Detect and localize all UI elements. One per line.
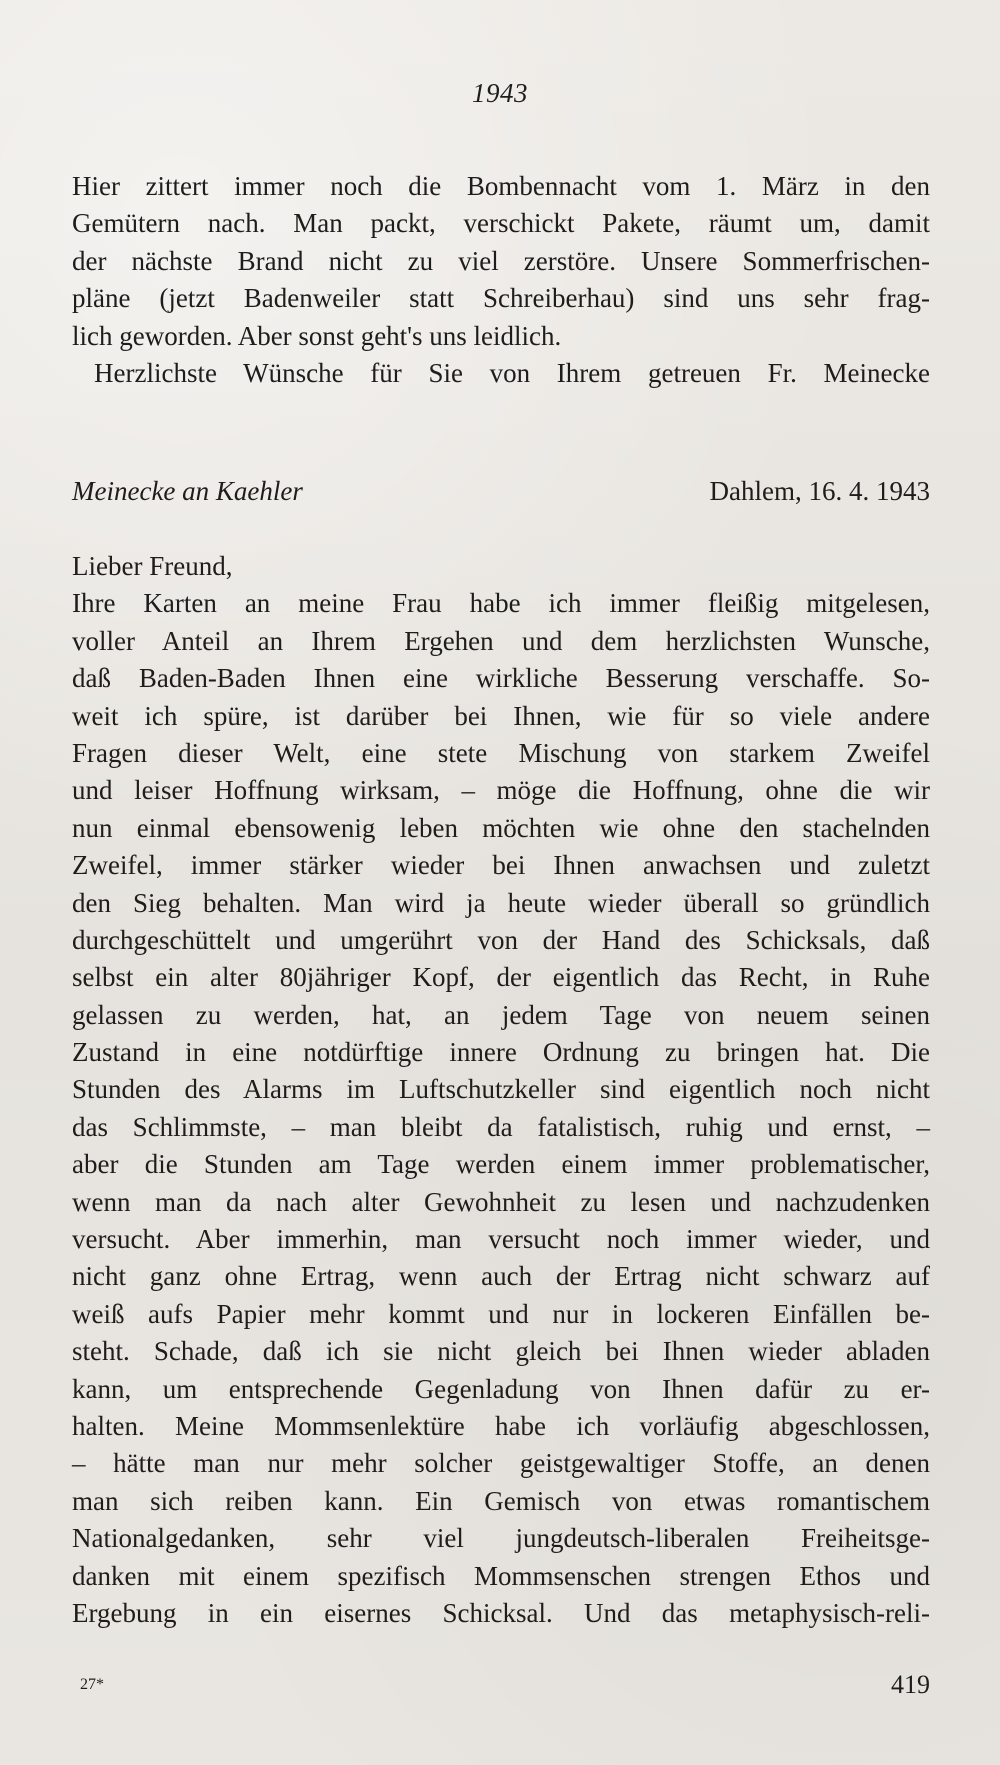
letter-heading [72, 476, 930, 512]
text-line: steht. Schade, daß ich sie nicht gleich bei Ihnen wieder abladen [72, 1336, 930, 1367]
closing-line: Herzlichste Wünsche für Sie von Ihrem getreuen Fr. Meinecke [94, 357, 930, 388]
text-line: man sich reiben kann. Ein Gemisch von etwas romantischem [72, 1485, 930, 1516]
page-number: 419 [891, 1670, 930, 1699]
text-line: nicht ganz ohne Ertrag, wenn auch der Ertrag nicht schwarz auf [72, 1261, 930, 1292]
text-line: daß Baden-Baden Ihnen eine wirkliche Besserung verschaffe. So- [72, 663, 930, 694]
text-line: kann, um entsprechende Gegenladung von Ihnen dafür zu er- [72, 1373, 930, 1404]
signature-mark: 27* [80, 1676, 104, 1693]
text-line: Zustand in eine notdürftige innere Ordnung zu bringen hat. Die [72, 1037, 930, 1068]
text-line: Hier zittert immer noch die Bombennacht vom 1. März in den [72, 171, 930, 201]
text-line: halten. Meine Mommsenlektüre habe ich vorläufig abgeschlossen, [72, 1410, 930, 1441]
text-line: das Schlimmste, – man bleibt da fatalistisch, ruhig und ernst, – [72, 1111, 930, 1142]
passage-one [72, 168, 930, 392]
text-line: durchgeschüttelt und umgerührt von der Hand des Schicksals, daß [72, 924, 930, 955]
text-line: den Sieg behalten. Man wird ja heute wieder überall so gründlich [72, 887, 930, 918]
text-line: gelassen zu werden, hat, an jedem Tage von neuem seinen [72, 999, 930, 1030]
running-header-year: 1943 [472, 78, 528, 108]
text-line: pläne (jetzt Badenweiler statt Schreiberhau) sind uns sehr frag- [72, 283, 930, 314]
text-line: Stunden des Alarms im Luftschutzkeller sind eigentlich noch nicht [72, 1074, 930, 1105]
text-line: Ergebung in ein eisernes Schicksal. Und das metaphysisch-reli- [72, 1597, 930, 1628]
text-line: weiß aufs Papier mehr kommt und nur in lockeren Einfällen be- [72, 1298, 930, 1329]
text-line: aber die Stunden am Tage werden einem immer problematischer, [72, 1149, 930, 1180]
text-line: lich geworden. Aber sonst geht's uns leidlich. [72, 320, 562, 351]
text-line: nun einmal ebensowenig leben möchten wie ohne den stachelnden [72, 812, 930, 843]
text-line: Zweifel, immer stärker wieder bei Ihnen anwachsen und zuletzt [72, 850, 930, 881]
letter-body [72, 548, 930, 1632]
text-line: voller Anteil an Ihrem Ergehen und dem herzlichsten Wunsche, [72, 625, 930, 656]
letter-date: Dahlem, 16. 4. 1943 [709, 476, 930, 506]
text-line: Fragen dieser Welt, eine stete Mischung von starkem Zweifel [72, 737, 930, 768]
text-line: – hätte man nur mehr solcher geistgewaltiger Stoffe, an denen [72, 1448, 930, 1479]
text-line: selbst ein alter 80jähriger Kopf, der eigentlich das Recht, in Ruhe [72, 962, 930, 993]
text-line: weit ich spüre, ist darüber bei Ihnen, wie für so viele andere [72, 700, 930, 731]
text-line: der nächste Brand nicht zu viel zerstöre. Unsere Sommerfrischen- [72, 245, 930, 276]
text-line: Ihre Karten an meine Frau habe ich immer fleißig mitgelesen, [72, 588, 930, 619]
text-line: versucht. Aber immerhin, man versucht noch immer wieder, und [72, 1224, 930, 1255]
letter-title: Meinecke an Kaehler [72, 476, 303, 506]
text-line: wenn man da nach alter Gewohnheit zu lesen und nachzudenken [72, 1186, 930, 1217]
text-line: und leiser Hoffnung wirksam, – möge die Hoffnung, ohne die wir [72, 775, 930, 806]
salutation: Lieber Freund, [72, 551, 233, 581]
text-line: Nationalgedanken, sehr viel jungdeutsch-liberalen Freiheitsge- [72, 1523, 930, 1554]
text-line: Gemütern nach. Man packt, verschickt Pakete, räumt um, damit [72, 208, 930, 239]
text-line: danken mit einem spezifisch Mommsenschen strengen Ethos und [72, 1560, 930, 1591]
